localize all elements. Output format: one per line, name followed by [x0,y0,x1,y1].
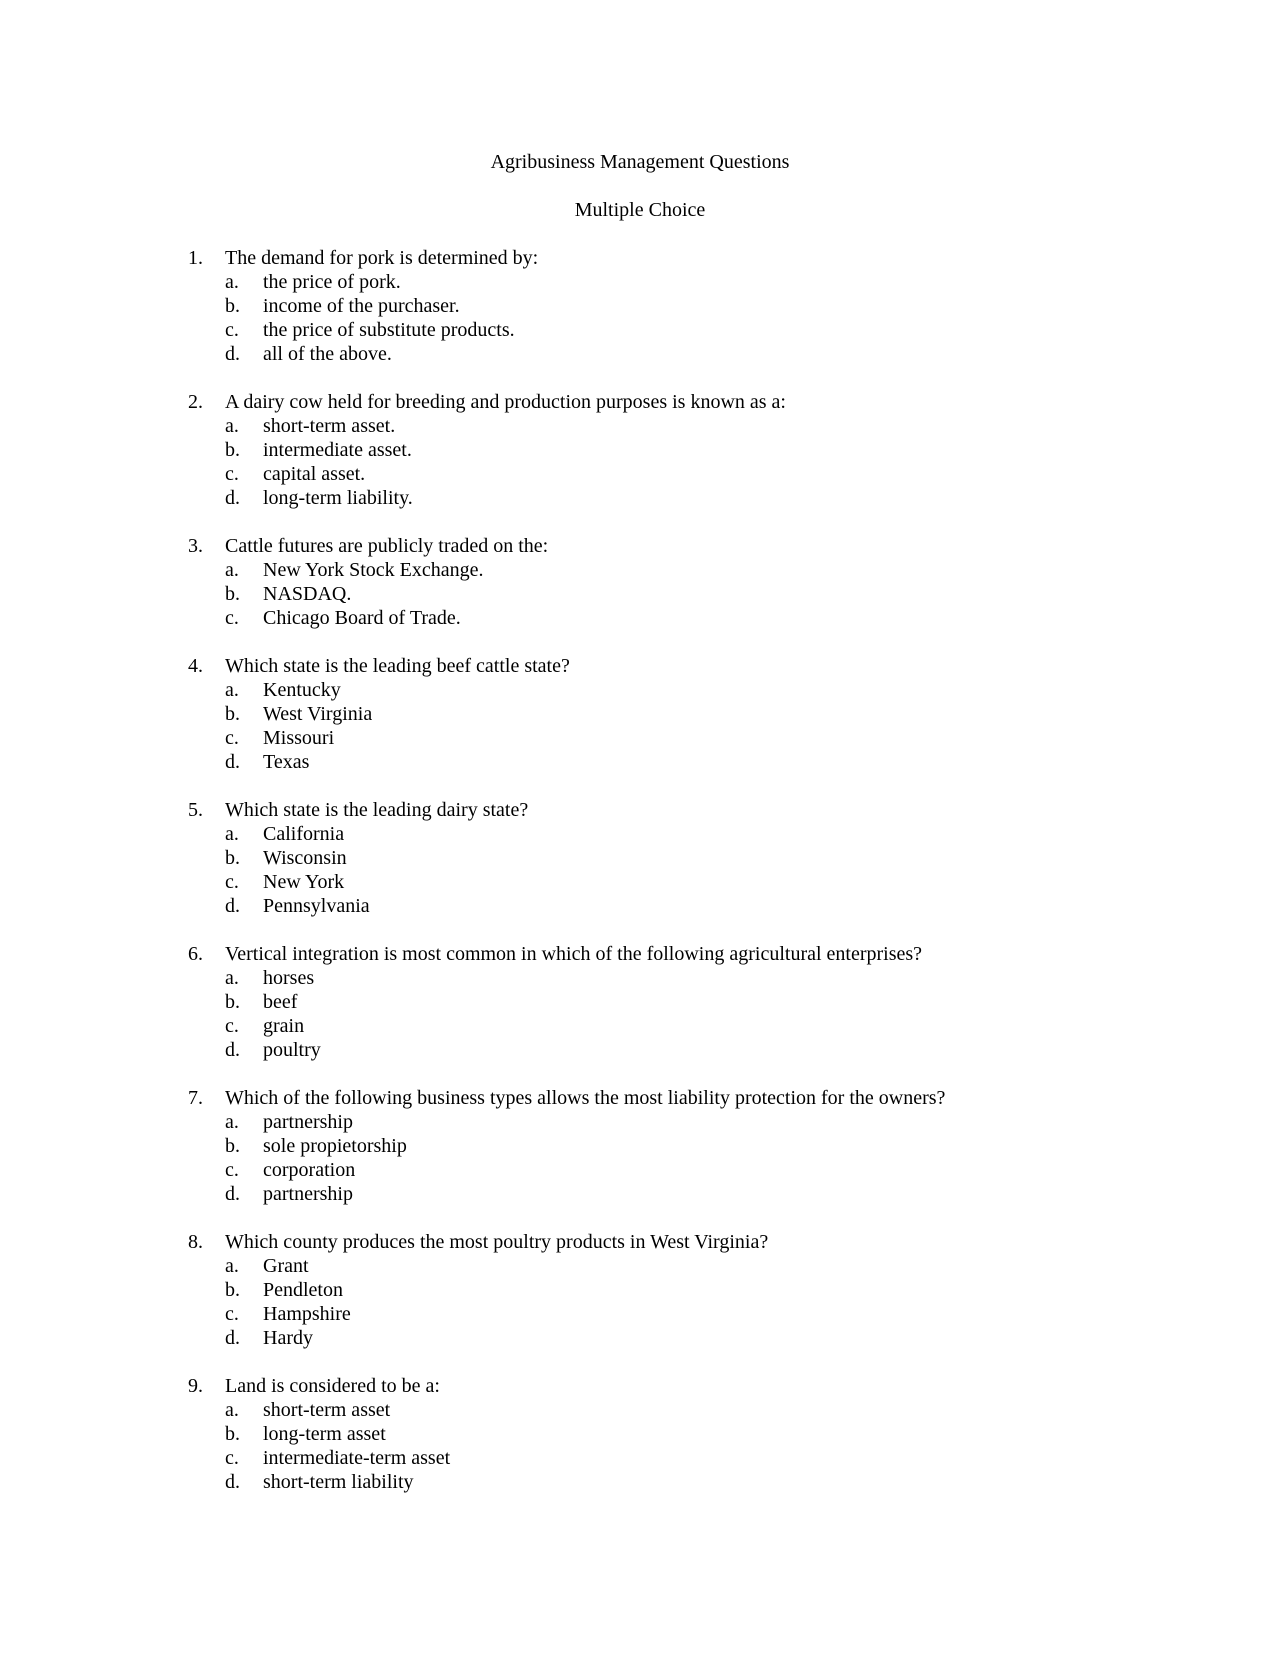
option-letter: a. [225,271,239,293]
answer-option [188,750,1088,774]
question-text: Which state is the leading beef cattle state? [225,655,570,677]
option-text: Kentucky [263,679,341,701]
option-letter: c. [225,1447,239,1469]
option-letter: b. [225,583,240,605]
option-text: Wisconsin [263,847,347,869]
option-text: horses [263,967,315,989]
question-text: Which of the following business types allows the most liability protection for the owners? [225,1087,946,1109]
option-text: partnership [263,1183,353,1205]
question-text: The demand for pork is determined by: [225,247,539,269]
answer-option [188,1278,1088,1302]
option-letter: d. [225,1039,240,1061]
answer-option [188,558,1088,582]
option-text: intermediate-term asset [263,1447,451,1469]
option-text: NASDAQ. [263,583,352,605]
answer-option [188,870,1088,894]
option-letter: b. [225,439,240,461]
question-text: Vertical integration is most common in which of the following agricultural enterprises? [225,943,923,965]
option-text: Pendleton [263,1279,343,1301]
option-letter: a. [225,679,239,701]
option-text: partnership [263,1111,353,1133]
option-letter: b. [225,1135,240,1157]
question-8 [188,1230,1088,1350]
question-7 [188,1086,1088,1206]
question-number: 4. [188,655,203,677]
option-letter: c. [225,727,239,749]
question-list [188,246,1088,1518]
option-letter: b. [225,847,240,869]
question-stem [188,798,1088,822]
option-letter: d. [225,1327,240,1349]
option-text: West Virginia [263,703,373,725]
question-2 [188,390,1088,510]
option-text: New York [263,871,345,893]
answer-option [188,1398,1088,1422]
question-4 [188,654,1088,774]
option-letter: a. [225,1399,239,1421]
answer-option [188,270,1088,294]
answer-option [188,294,1088,318]
option-letter: c. [225,1015,239,1037]
option-letter: b. [225,991,240,1013]
option-letter: c. [225,1159,239,1181]
option-letter: b. [225,1279,240,1301]
question-text: Which state is the leading dairy state? [225,799,529,821]
answer-option [188,846,1088,870]
option-text: capital asset. [263,463,366,485]
answer-option [188,966,1088,990]
answer-option [188,1422,1088,1446]
question-number: 7. [188,1087,203,1109]
answer-option [188,726,1088,750]
question-stem [188,534,1088,558]
question-stem [188,246,1088,270]
option-letter: d. [225,751,240,773]
question-text: Land is considered to be a: [225,1375,440,1397]
question-stem [188,1086,1088,1110]
question-text: Which county produces the most poultry products in West Virginia? [225,1231,769,1253]
answer-option [188,1014,1088,1038]
question-number: 2. [188,391,203,413]
option-text: Hampshire [263,1303,351,1325]
answer-option [188,702,1088,726]
question-stem [188,654,1088,678]
option-letter: c. [225,319,239,341]
option-letter: b. [225,295,240,317]
option-text: poultry [263,1039,321,1061]
question-number: 1. [188,247,203,269]
question-5 [188,798,1088,918]
option-text: long-term asset [263,1423,386,1445]
answer-option [188,606,1088,630]
option-text: short-term liability [263,1471,414,1493]
question-stem [188,1374,1088,1398]
question-number: 8. [188,1231,203,1253]
question-9 [188,1374,1088,1494]
option-letter: a. [225,1255,239,1277]
question-number: 3. [188,535,203,557]
option-text: Texas [263,751,310,773]
option-letter: a. [225,559,239,581]
answer-option [188,486,1088,510]
answer-option [188,1110,1088,1134]
answer-option [188,462,1088,486]
answer-option [188,1254,1088,1278]
answer-option [188,1302,1088,1326]
question-text: A dairy cow held for breeding and production purposes is known as a: [225,391,786,413]
option-letter: d. [225,343,240,365]
option-text: all of the above. [263,343,392,365]
question-text: Cattle futures are publicly traded on the: [225,535,549,557]
option-text: short-term asset. [263,415,396,437]
option-text: intermediate asset. [263,439,412,461]
option-text: New York Stock Exchange. [263,559,484,581]
option-letter: c. [225,607,239,629]
option-text: Hardy [263,1327,313,1349]
answer-option [188,1470,1088,1494]
option-text: income of the purchaser. [263,295,460,317]
option-text: grain [263,1015,305,1037]
answer-option [188,1158,1088,1182]
option-text: California [263,823,345,845]
option-text: the price of substitute products. [263,319,515,341]
option-letter: c. [225,871,239,893]
document-subtitle: Multiple Choice [574,199,706,221]
question-stem [188,1230,1088,1254]
option-letter: a. [225,415,239,437]
option-letter: c. [225,463,239,485]
option-text: corporation [263,1159,356,1181]
option-letter: d. [225,1471,240,1493]
answer-option [188,414,1088,438]
option-letter: d. [225,487,240,509]
answer-option [188,1446,1088,1470]
option-text: Pennsylvania [263,895,370,917]
question-number: 5. [188,799,203,821]
option-text: Grant [263,1255,309,1277]
question-stem [188,390,1088,414]
question-1 [188,246,1088,366]
answer-option [188,1326,1088,1350]
question-number: 6. [188,943,203,965]
answer-option [188,582,1088,606]
question-3 [188,534,1088,630]
answer-option [188,318,1088,342]
option-letter: b. [225,1423,240,1445]
option-letter: a. [225,823,239,845]
option-letter: b. [225,703,240,725]
option-letter: c. [225,1303,239,1325]
option-text: long-term liability. [263,487,413,509]
answer-option [188,990,1088,1014]
option-letter: a. [225,967,239,989]
answer-option [188,894,1088,918]
question-number: 9. [188,1375,203,1397]
answer-option [188,1038,1088,1062]
document-title: Agribusiness Management Questions [490,151,790,173]
question-6 [188,942,1088,1062]
option-text: sole propietorship [263,1135,407,1157]
option-text: beef [263,991,298,1013]
option-text: the price of pork. [263,271,401,293]
option-letter: d. [225,895,240,917]
option-letter: a. [225,1111,239,1133]
answer-option [188,1134,1088,1158]
option-text: Missouri [263,727,335,749]
answer-option [188,822,1088,846]
answer-option [188,342,1088,366]
question-stem [188,942,1088,966]
option-letter: d. [225,1183,240,1205]
answer-option [188,678,1088,702]
option-text: short-term asset [263,1399,391,1421]
option-text: Chicago Board of Trade. [263,607,461,629]
answer-option [188,1182,1088,1206]
answer-option [188,438,1088,462]
